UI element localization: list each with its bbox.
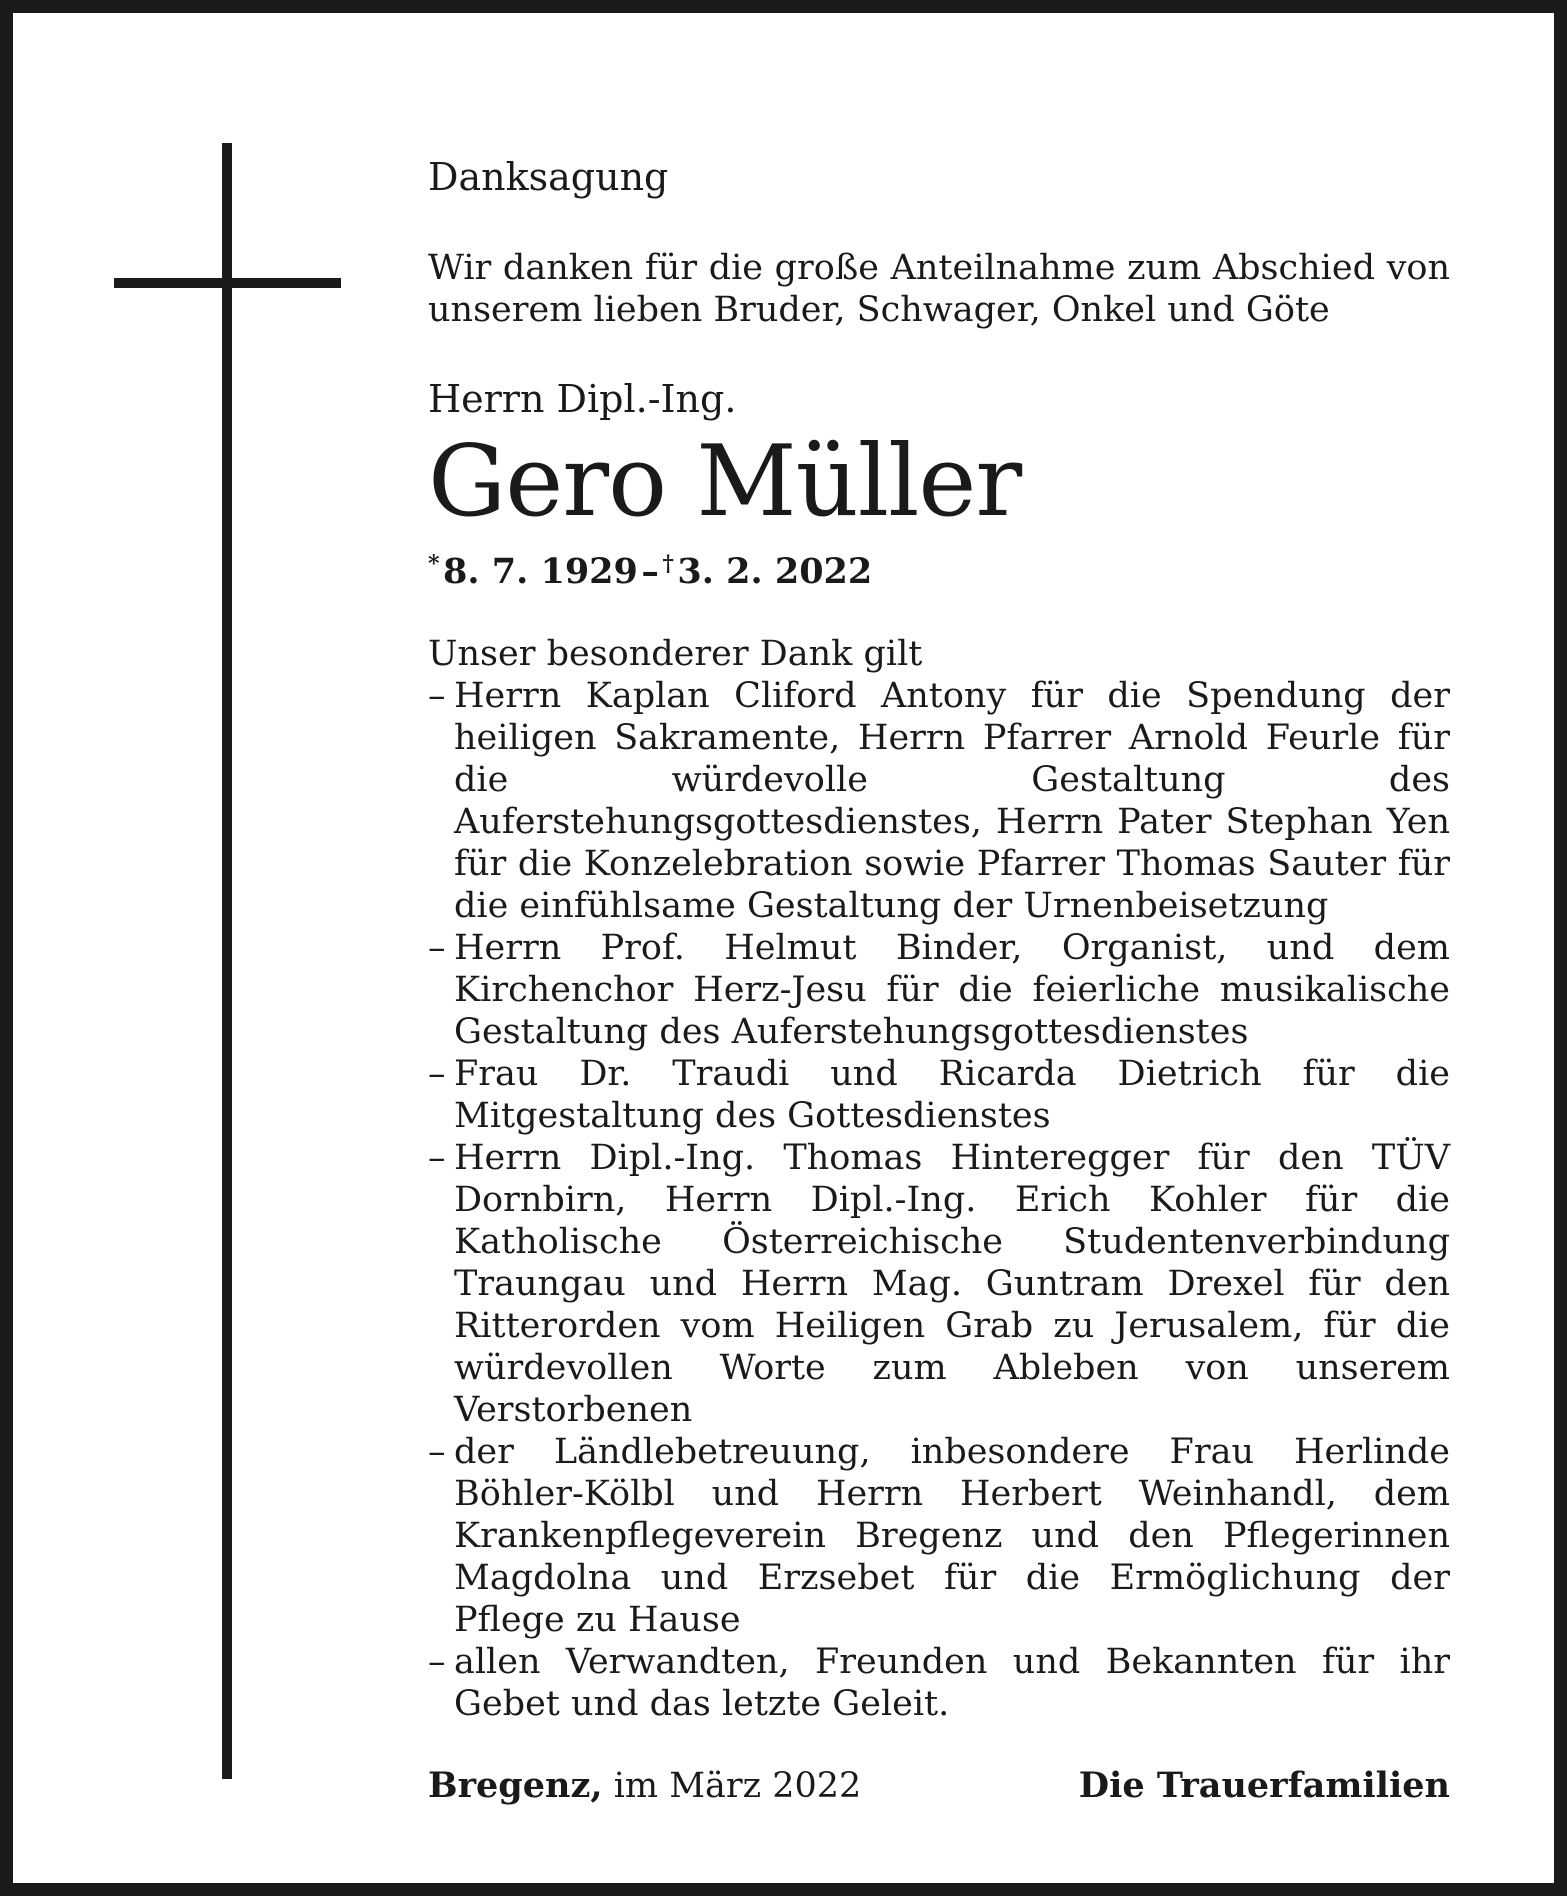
- death-symbol: †: [662, 551, 674, 577]
- dash-marker: –: [428, 1642, 446, 1682]
- list-item: – Frau Dr. Traudi und Ricarda Dietrich für die Mitgestaltung des Gottesdienstes: [428, 1054, 1450, 1136]
- birth-date: 8. 7. 1929: [443, 551, 638, 592]
- honorific: Herrn Dipl.-Ing.: [428, 377, 737, 421]
- thanks-list: [428, 675, 1450, 1725]
- birth-symbol: *: [428, 551, 440, 577]
- footer: [428, 1765, 1450, 1807]
- cross-horizontal-bar: [114, 278, 341, 288]
- dash-marker: –: [428, 1138, 446, 1178]
- obituary-content: [428, 153, 1450, 1807]
- dash-marker: –: [428, 928, 446, 968]
- list-item: – Herrn Kaplan Cliford Antony für die Spendung der heiligen Sakramente, Herrn Pfarrer Arnold Feurle für die würdevolle Gestaltung des Auferstehungsgottesdienstes, Herrn Pater Stephan Yen für die Konzelebration sowie Pfarrer Thomas Sauter für die einfühlsame Gestaltung der Urnenbeisetzung: [428, 676, 1450, 926]
- cross-vertical-bar: [222, 143, 232, 1779]
- dash-marker: –: [428, 676, 446, 716]
- death-date: 3. 2. 2022: [677, 551, 873, 592]
- deceased-name: Gero Müller: [428, 425, 1022, 539]
- dash-marker: –: [428, 1432, 446, 1472]
- intro-text: Wir danken für die große Anteilnahme zum Abschied von unserem lieben Bruder, Schwager, Onkel und Göte: [428, 248, 1450, 330]
- life-dates: [428, 551, 1450, 593]
- place-date: [428, 1765, 861, 1807]
- list-item: – der Ländlebetreuung, inbesondere Frau Herlinde Böhler-Kölbl und Herrn Herbert Weinhandl, dem Krankenpflegeverein Bregenz und den Pflegerinnen Magdolna und Erzsebet für die Ermöglichung der Pflege zu Hause: [428, 1432, 1450, 1640]
- list-item: – allen Verwandten, Freunden und Bekannten für ihr Gebet und das letzte Geleit.: [428, 1642, 1450, 1724]
- date: im März 2022: [613, 1766, 862, 1806]
- heading: Danksagung: [428, 155, 669, 199]
- date-separator: –: [641, 551, 659, 592]
- thanks-lead: Unser besonderer Dank gilt: [428, 634, 923, 674]
- list-item: – Herrn Dipl.-Ing. Thomas Hinteregger für den TÜV Dornbirn, Herrn Dipl.-Ing. Erich Kohler für die Katholische Österreichische Studentenverbindung Traungau und Herrn Mag. Guntram Drexel für den Ritterorden vom Heiligen Grab zu Jerusalem, für die würdevollen Worte zum Ableben von unserem Verstorbenen: [428, 1138, 1450, 1430]
- signature: Die Trauerfamilien: [1078, 1765, 1450, 1806]
- place: Bregenz,: [428, 1765, 603, 1806]
- dash-marker: –: [428, 1054, 446, 1094]
- list-item: – Herrn Prof. Helmut Binder, Organist, und dem Kirchenchor Herz-Jesu für die feierliche musikalische Gestaltung des Auferstehungsgottesdienstes: [428, 928, 1450, 1052]
